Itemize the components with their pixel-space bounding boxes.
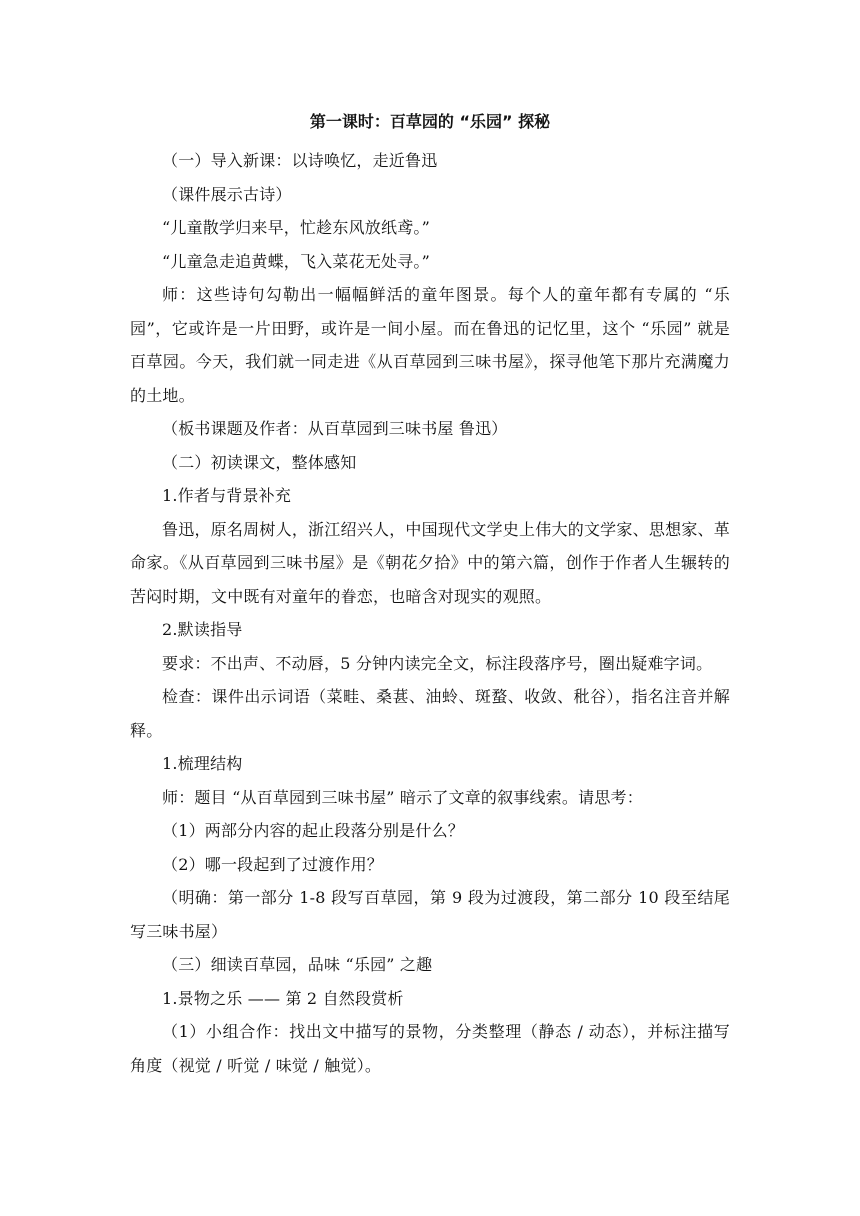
section-heading-intro: （一）导入新课：以诗唤忆，走近鲁迅 [162,151,438,170]
group-task: （1）小组合作：找出文中描写的景物，分类整理（静态 / 动态），并标注描写角度（视觉 / 听觉 / 味觉 / 触觉）。 [130,1022,730,1075]
lesson-title: 第一课时：百草园的 “乐园” 探秘 [309,112,551,131]
structure-question-intro: 师：题目 “从百草园到三味书屋” 暗示了文章的叙事线索。请思考： [162,787,643,807]
subheading-silent-reading: 2.默读指导 [162,620,243,639]
section-heading-close-reading: （三）细读百草园，品味 “乐园” 之趣 [162,955,433,974]
blackboard-note: （板书课题及作者：从百草园到三味书屋 鲁迅） [162,419,508,438]
teacher-intro-paragraph: 师：这些诗句勾勒出一幅幅鲜活的童年图景。每个人的童年都有专属的 “乐园”，它或许是一片田野，或许是一间小屋。而在鲁迅的记忆里，这个 “乐园” 就是百草园。今天，我们就一同走进《从百草园到三味书屋》，探寻他笔下那片充满魔力的土地。 [130,285,730,405]
vocabulary-check: 检查：课件出示词语（菜畦、桑葚、油蛉、斑蝥、收敛、秕谷），指名注音并解释。 [130,687,730,740]
subheading-scenery: 1.景物之乐 —— 第 2 自然段赏析 [162,988,404,1008]
subheading-structure: 1.梳理结构 [162,754,243,773]
reading-requirements: 要求：不出声、不动唇，5 分钟内读完全文，标注段落序号，圈出疑难字词。 [162,653,713,673]
poem-line-1: “儿童散学归来早，忙趁东风放纸鸢。” [162,218,430,237]
section-heading-first-reading: （二）初读课文，整体感知 [162,452,357,472]
structure-question-2: （2）哪一段起到了过渡作用？ [162,854,383,874]
poem-line-2: “儿童急走追黄蝶，飞入菜花无处寻。” [162,251,430,271]
subheading-author-background: 1.作者与背景补充 [162,486,292,505]
document-body [130,108,730,1082]
courseware-note: （课件展示古诗） [162,184,292,204]
structure-question-1: （1）两部分内容的起止段落分别是什么？ [162,821,464,840]
author-background-paragraph: 鲁迅，原名周树人，浙江绍兴人，中国现代文学史上伟大的文学家、思想家、革命家。《从百草园到三味书屋》是《朝花夕拾》中的第六篇，创作于作者人生辗转的苦闷时期，文中既有对童年的眷恋，也暗含对现实的观照。 [130,519,730,606]
structure-answer: （明确：第一部分 1-8 段写百草园，第 9 段为过渡段，第二部分 10 段至结尾写三味书屋） [130,888,730,941]
